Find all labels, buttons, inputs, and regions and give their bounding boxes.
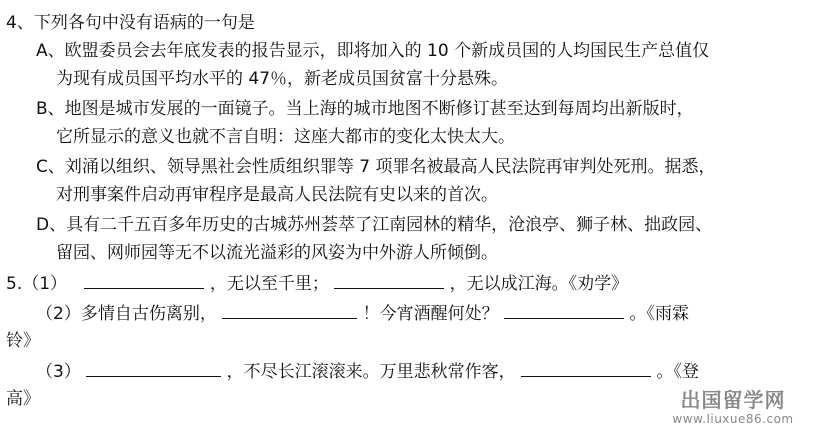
blank-3-2[interactable] [521, 360, 651, 377]
q5-item-3-wrap: 高》 [6, 389, 40, 409]
q5-item-2-prefix: （2）多情自古伤离别， [36, 304, 217, 324]
blank-3-1[interactable] [86, 360, 221, 377]
q5-item-2-mid: ！今宵酒醒何处？ [362, 304, 499, 324]
option-c-line-1: C、刘涌以组织、领导黑社会性质组织罪等 7 项罪名被最高人民法院再审判处死刑。据悉， [36, 157, 716, 177]
option-d-line-2: 留园、网师园等无不以流光溢彩的风姿为中外游人所倾倒。 [56, 243, 498, 263]
q5-item-2-wrap: 铃》 [6, 331, 40, 351]
blank-1-1[interactable] [84, 272, 204, 289]
q5-item-3-mid: ，不尽长江滚滚来。万里悲秋常作客， [226, 362, 516, 382]
option-a-line-2: 为现有成员国平均水平的 47％，新老成员国贫富十分悬殊。 [56, 69, 509, 89]
q5-item-1-end: ，无以成江海。《劝学》 [449, 274, 629, 294]
blank-1-2[interactable] [334, 272, 444, 289]
blank-2-1[interactable] [222, 302, 357, 319]
q5-item-3 [36, 360, 699, 383]
option-c-line-2: 对刑事案件启动再审程序是最高人民法院有史以来的首次。 [56, 185, 498, 205]
q5-item-2-end: 。《雨霖 [629, 304, 689, 324]
blank-2-2[interactable] [504, 302, 624, 319]
option-b-line-2: 它所显示的意义也就不言自明：这座大都市的变化太快太大。 [56, 127, 515, 147]
q5-item-2 [36, 302, 689, 325]
option-d-line-1: D、具有二千五百多年历史的古城苏州荟萃了江南园林的精华，沧浪亭、狮子林、拙政园、 [36, 215, 713, 235]
question-4-title: 4、下列各句中没有语病的一句是 [6, 13, 255, 33]
q5-item-1-mid: ，无以至千里； [209, 274, 329, 294]
watermark-url: www.liuxue86.com [672, 412, 794, 426]
watermark-title: 出国留学网 [680, 388, 786, 412]
site-watermark [658, 388, 808, 426]
q5-item-1-prefix: 5.（1） [6, 274, 68, 294]
q5-item-3-end: 。《登 [656, 362, 699, 382]
q5-item-1 [6, 272, 628, 295]
option-b-line-1: B、地图是城市发展的一面镜子。当上海的城市地图不断修订甚至达到每周均出新版时， [36, 99, 694, 119]
q5-item-3-prefix: （3） [36, 362, 81, 382]
option-a-line-1: A、欧盟委员会去年底发表的报告显示，即将加入的 10 个新成员国的人均国民生产总值仅 [36, 41, 710, 61]
